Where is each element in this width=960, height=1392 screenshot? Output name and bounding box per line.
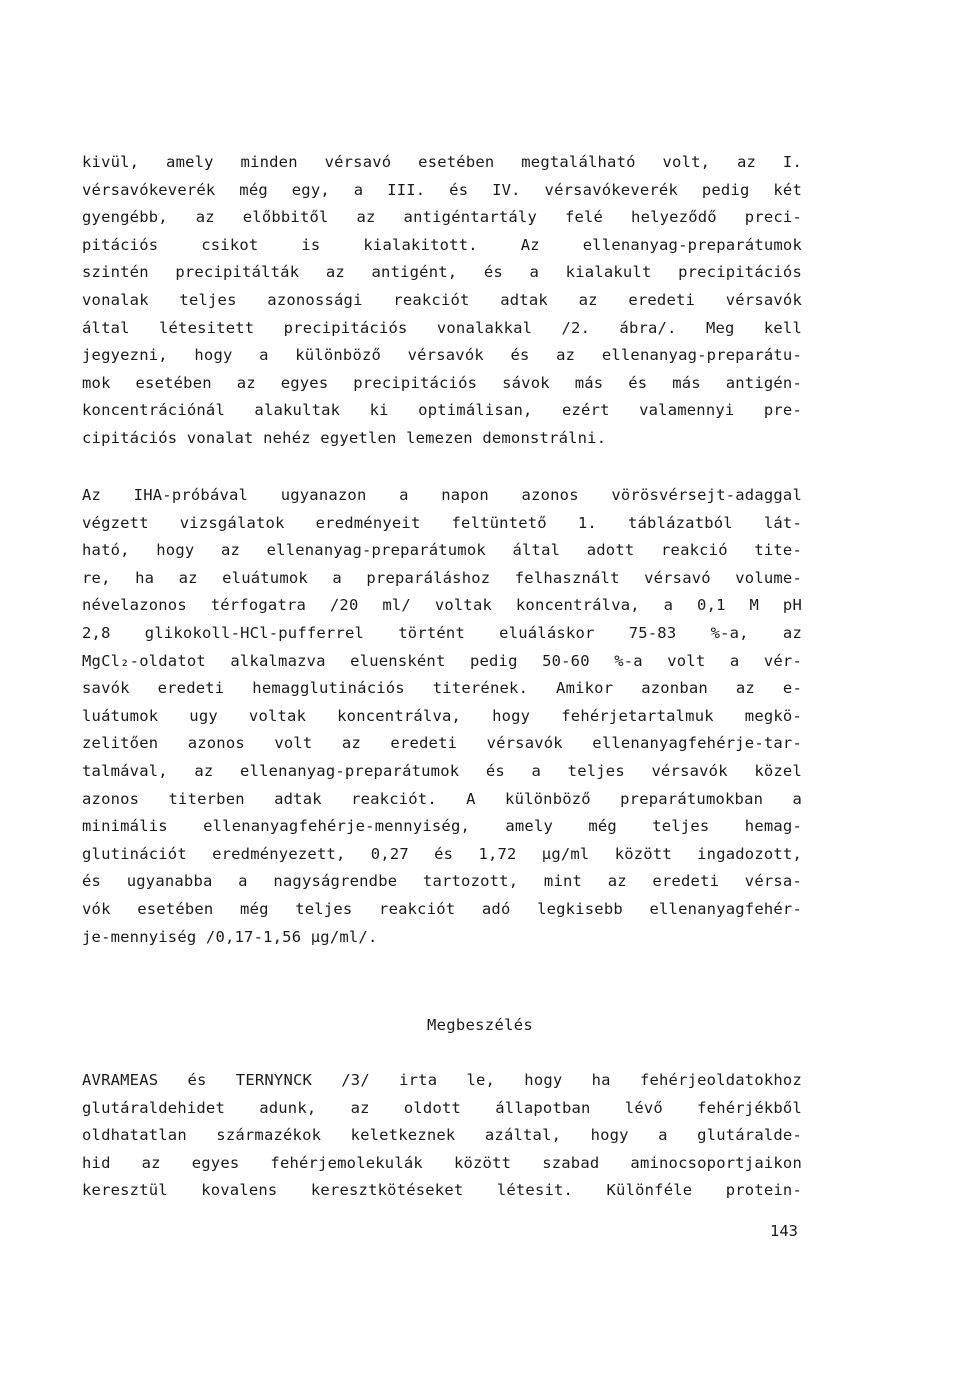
text-line: kivül, amely minden vérsavó esetében megtalálható volt, az I. xyxy=(82,153,802,171)
text-line: és ugyanabba a nagyságrendbe tartozott, mint az eredeti vérsa- xyxy=(82,872,802,891)
text-line: hid az egyes fehérjemolekulák között szabad aminocsoportjaikon xyxy=(82,1153,802,1172)
text-line: gyengébb, az előbbitől az antigéntartály felé helyeződő preci- xyxy=(82,208,802,227)
text-line: re, ha az eluátumok a preparáláshoz felhasznált vérsavó volume- xyxy=(82,568,802,587)
text-line: vók esetében még teljes reakciót adó legkisebb ellenanyagfehér- xyxy=(82,899,802,918)
text-line: végzett vizsgálatok eredményeit feltüntető 1. táblázatból lát- xyxy=(82,513,802,532)
text-line: zelitően azonos volt az eredeti vérsavók ellenanyagfehérje-tar- xyxy=(82,734,802,753)
text-line: Az IHA-próbával ugyanazon a napon azonos vörösvérsejt-adaggal xyxy=(82,486,802,504)
text-line: vonalak teljes azonossági reakciót adtak az eredeti vérsavók xyxy=(82,290,802,309)
text-line: szintén precipitálták az antigént, és a kialakult precipitációs xyxy=(82,263,802,282)
text-line: 2,8 glikokoll-HCl-pufferrel történt eluáláskor 75-83 %-a, az xyxy=(82,623,802,642)
text-line: glutinációt eredményezett, 0,27 és 1,72 µg/ml között ingadozott, xyxy=(82,844,802,863)
text-line: MgCl₂-oldatot alkalmazva eluensként pedig 50-60 %-a volt a vér- xyxy=(82,651,802,670)
text-line: pitációs csikot is kialakitott. Az ellenanyag-preparátumok xyxy=(82,235,802,254)
text-line: luátumok ugy voltak koncentrálva, hogy fehérjetartalmuk megkö- xyxy=(82,706,802,725)
text-line: koncentrációnál alakultak ki optimálisan, ezért valamennyi pre- xyxy=(82,401,802,420)
text-line: glutáraldehidet adunk, az oldott állapotban lévő fehérjékből xyxy=(82,1098,802,1117)
text-line: azonos titerben adtak reakciót. A különböző preparátumokban a xyxy=(82,789,802,808)
text-line: cipitációs vonalat nehéz egyetlen lemezen demonstrálni. xyxy=(82,428,607,447)
paragraph-iha-results xyxy=(82,482,802,951)
text-line: AVRAMEAS és TERNYNCK /3/ irta le, hogy ha fehérjeoldatokhoz xyxy=(82,1071,802,1089)
text-line: jegyezni, hogy a különböző vérsavók és az ellenanyag-preparátu- xyxy=(82,346,802,365)
text-line: mok esetében az egyes precipitációs sávok más és más antigén- xyxy=(82,373,802,392)
paragraph-discussion xyxy=(82,1067,802,1205)
text-line: minimális ellenanyagfehérje-mennyiség, amely még teljes hemag- xyxy=(82,817,802,836)
text-line: keresztül kovalens keresztkötéseket létesit. Különféle protein- xyxy=(82,1181,802,1200)
text-line: vérsavókeverék még egy, a III. és IV. vérsavókeverék pedig két xyxy=(82,180,802,199)
text-line: talmával, az ellenanyag-preparátumok és a teljes vérsavók közel xyxy=(82,761,802,780)
page-number: 143 xyxy=(770,1222,798,1240)
text-line: je-mennyiség /0,17-1,56 µg/ml/. xyxy=(82,927,378,946)
text-line: oldhatatlan származékok keletkeznek azáltal, hogy a glutáralde- xyxy=(82,1126,802,1145)
text-line: névelazonos térfogatra /20 ml/ voltak koncentrálva, a 0,1 M pH xyxy=(82,596,802,615)
text-line: ható, hogy az ellenanyag-preparátumok által adott reakció tite- xyxy=(82,541,802,560)
paragraph-results-precipitation xyxy=(82,149,802,453)
text-line: által létesitett precipitációs vonalakkal /2. ábra/. Meg kell xyxy=(82,318,802,337)
text-line: savók eredeti hemagglutinációs titerének. Amikor azonban az e- xyxy=(82,679,802,698)
section-heading: Megbeszélés xyxy=(427,1016,533,1034)
